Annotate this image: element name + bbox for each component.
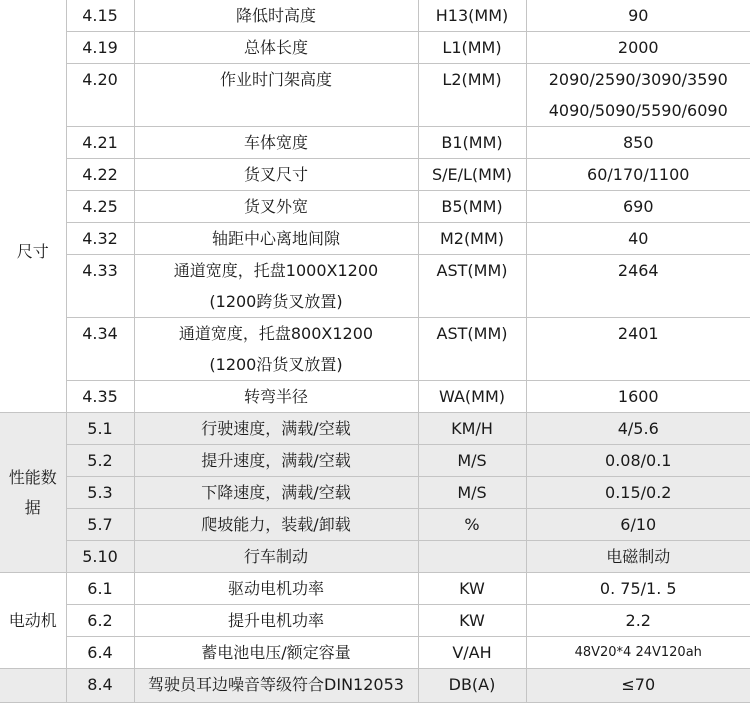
value-cell-line: 4090/5090/5590/6090 (527, 95, 750, 126)
item-cell (134, 159, 418, 191)
unit-cell: WA(MM) (418, 381, 526, 413)
code-cell: 5.10 (66, 541, 134, 573)
value-cell-line: 48V20*4 24V120ah (527, 637, 750, 668)
category-cell: 电动机 (0, 573, 66, 669)
value-cell-line: 1600 (527, 381, 750, 412)
item-cell-line: 蓄电池电压/额定容量 (135, 637, 418, 668)
spec-row (0, 191, 750, 223)
unit-cell: L1(MM) (418, 32, 526, 64)
value-cell-line: 4/5.6 (527, 413, 750, 444)
spec-row (0, 159, 750, 191)
code-cell: 8.4 (66, 669, 134, 703)
unit-cell: % (418, 509, 526, 541)
code-cell: 4.34 (66, 318, 134, 381)
unit-cell (418, 541, 526, 573)
code-cell: 6.1 (66, 573, 134, 605)
item-cell (134, 637, 418, 669)
value-cell (526, 127, 750, 159)
item-cell-line: 转弯半径 (135, 381, 418, 412)
item-cell (134, 541, 418, 573)
item-cell (134, 223, 418, 255)
code-cell: 4.20 (66, 64, 134, 127)
item-cell (134, 381, 418, 413)
value-cell-line: 2401 (527, 318, 750, 349)
spec-row (0, 573, 750, 605)
value-cell-line: 2090/2590/3090/3590 (527, 64, 750, 95)
value-cell (526, 541, 750, 573)
spec-row (0, 637, 750, 669)
value-cell (526, 32, 750, 64)
spec-row (0, 0, 750, 32)
item-cell (134, 318, 418, 381)
spec-row (0, 127, 750, 159)
value-cell (526, 381, 750, 413)
unit-cell: AST(MM) (418, 318, 526, 381)
code-cell: 4.21 (66, 127, 134, 159)
item-cell (134, 32, 418, 64)
unit-cell: KW (418, 573, 526, 605)
item-cell-line: 爬坡能力，装载/卸载 (135, 509, 418, 540)
value-cell-line: ≤70 (527, 669, 750, 700)
item-cell-line: 下降速度，满载/空载 (135, 477, 418, 508)
value-cell-line: 2464 (527, 255, 750, 286)
value-cell-line: 0. 75/1. 5 (527, 573, 750, 604)
spec-row (0, 605, 750, 637)
code-cell: 5.7 (66, 509, 134, 541)
item-cell (134, 477, 418, 509)
item-cell-line: 货叉尺寸 (135, 159, 418, 190)
item-cell-line: 降低时高度 (135, 0, 418, 31)
item-cell (134, 509, 418, 541)
code-cell: 4.32 (66, 223, 134, 255)
item-cell (134, 413, 418, 445)
value-cell (526, 0, 750, 32)
item-cell (134, 64, 418, 127)
spec-row (0, 413, 750, 445)
spec-row (0, 318, 750, 381)
value-cell (526, 318, 750, 381)
unit-cell: S/E/L(MM) (418, 159, 526, 191)
unit-cell: L2(MM) (418, 64, 526, 127)
value-cell-line: 2.2 (527, 605, 750, 636)
item-cell-line: 行车制动 (135, 541, 418, 572)
value-cell-line: 6/10 (527, 509, 750, 540)
code-cell: 6.4 (66, 637, 134, 669)
spec-row (0, 541, 750, 573)
item-cell (134, 127, 418, 159)
code-cell: 4.25 (66, 191, 134, 223)
item-cell-line: (1200沿货叉放置) (135, 349, 418, 380)
category-cell: 性能数据 (0, 413, 66, 573)
item-cell-line: 驱动电机功率 (135, 573, 418, 604)
item-cell-line: 车体宽度 (135, 127, 418, 158)
value-cell-line: 90 (527, 0, 750, 31)
value-cell-line: 850 (527, 127, 750, 158)
value-cell (526, 605, 750, 637)
unit-cell: B1(MM) (418, 127, 526, 159)
code-cell: 5.1 (66, 413, 134, 445)
spec-row (0, 64, 750, 127)
value-cell-line: 2000 (527, 32, 750, 63)
unit-cell: KW (418, 605, 526, 637)
value-cell (526, 413, 750, 445)
item-cell-line: 驾驶员耳边噪音等级符合DIN12053 (135, 669, 418, 700)
unit-cell: V/AH (418, 637, 526, 669)
code-cell: 5.2 (66, 445, 134, 477)
item-cell (134, 573, 418, 605)
value-cell-line: 电磁制动 (527, 541, 750, 572)
unit-cell: B5(MM) (418, 191, 526, 223)
item-cell-line: (1200跨货叉放置) (135, 286, 418, 317)
item-cell (134, 191, 418, 223)
spec-row (0, 223, 750, 255)
value-cell (526, 255, 750, 318)
unit-cell: H13(MM) (418, 0, 526, 32)
item-cell (134, 445, 418, 477)
value-cell-line: 0.15/0.2 (527, 477, 750, 508)
value-cell-line: 0.08/0.1 (527, 445, 750, 476)
unit-cell: AST(MM) (418, 255, 526, 318)
unit-cell: M/S (418, 477, 526, 509)
item-cell-line: 提升速度，满载/空载 (135, 445, 418, 476)
item-cell-line: 通道宽度，托盘800X1200 (135, 318, 418, 349)
unit-cell: M/S (418, 445, 526, 477)
value-cell (526, 573, 750, 605)
spec-row (0, 445, 750, 477)
value-cell-line: 690 (527, 191, 750, 222)
spec-row (0, 255, 750, 318)
value-cell-line: 40 (527, 223, 750, 254)
item-cell-line: 货叉外宽 (135, 191, 418, 222)
spec-row (0, 509, 750, 541)
item-cell-line: 提升电机功率 (135, 605, 418, 636)
code-cell: 4.19 (66, 32, 134, 64)
unit-cell: KM/H (418, 413, 526, 445)
value-cell (526, 191, 750, 223)
code-cell: 4.15 (66, 0, 134, 32)
item-cell-line: 轴距中心离地间隙 (135, 223, 418, 254)
code-cell: 4.35 (66, 381, 134, 413)
code-cell: 4.33 (66, 255, 134, 318)
item-cell (134, 605, 418, 637)
value-cell (526, 637, 750, 669)
item-cell-line: 行驶速度，满载/空载 (135, 413, 418, 444)
category-cell: 尺寸 (0, 0, 66, 413)
unit-cell: DB(A) (418, 669, 526, 703)
item-cell-line: 总体长度 (135, 32, 418, 63)
item-cell (134, 0, 418, 32)
spec-row (0, 381, 750, 413)
item-cell-line: 作业时门架高度 (135, 64, 418, 95)
value-cell (526, 445, 750, 477)
value-cell-line: 60/170/1100 (527, 159, 750, 190)
value-cell (526, 223, 750, 255)
value-cell (526, 509, 750, 541)
code-cell: 6.2 (66, 605, 134, 637)
value-cell (526, 477, 750, 509)
code-cell: 5.3 (66, 477, 134, 509)
spec-row (0, 32, 750, 64)
code-cell: 4.22 (66, 159, 134, 191)
item-cell (134, 255, 418, 318)
item-cell-line: 通道宽度，托盘1000X1200 (135, 255, 418, 286)
value-cell (526, 159, 750, 191)
value-cell (526, 64, 750, 127)
unit-cell: M2(MM) (418, 223, 526, 255)
spec-row (0, 477, 750, 509)
